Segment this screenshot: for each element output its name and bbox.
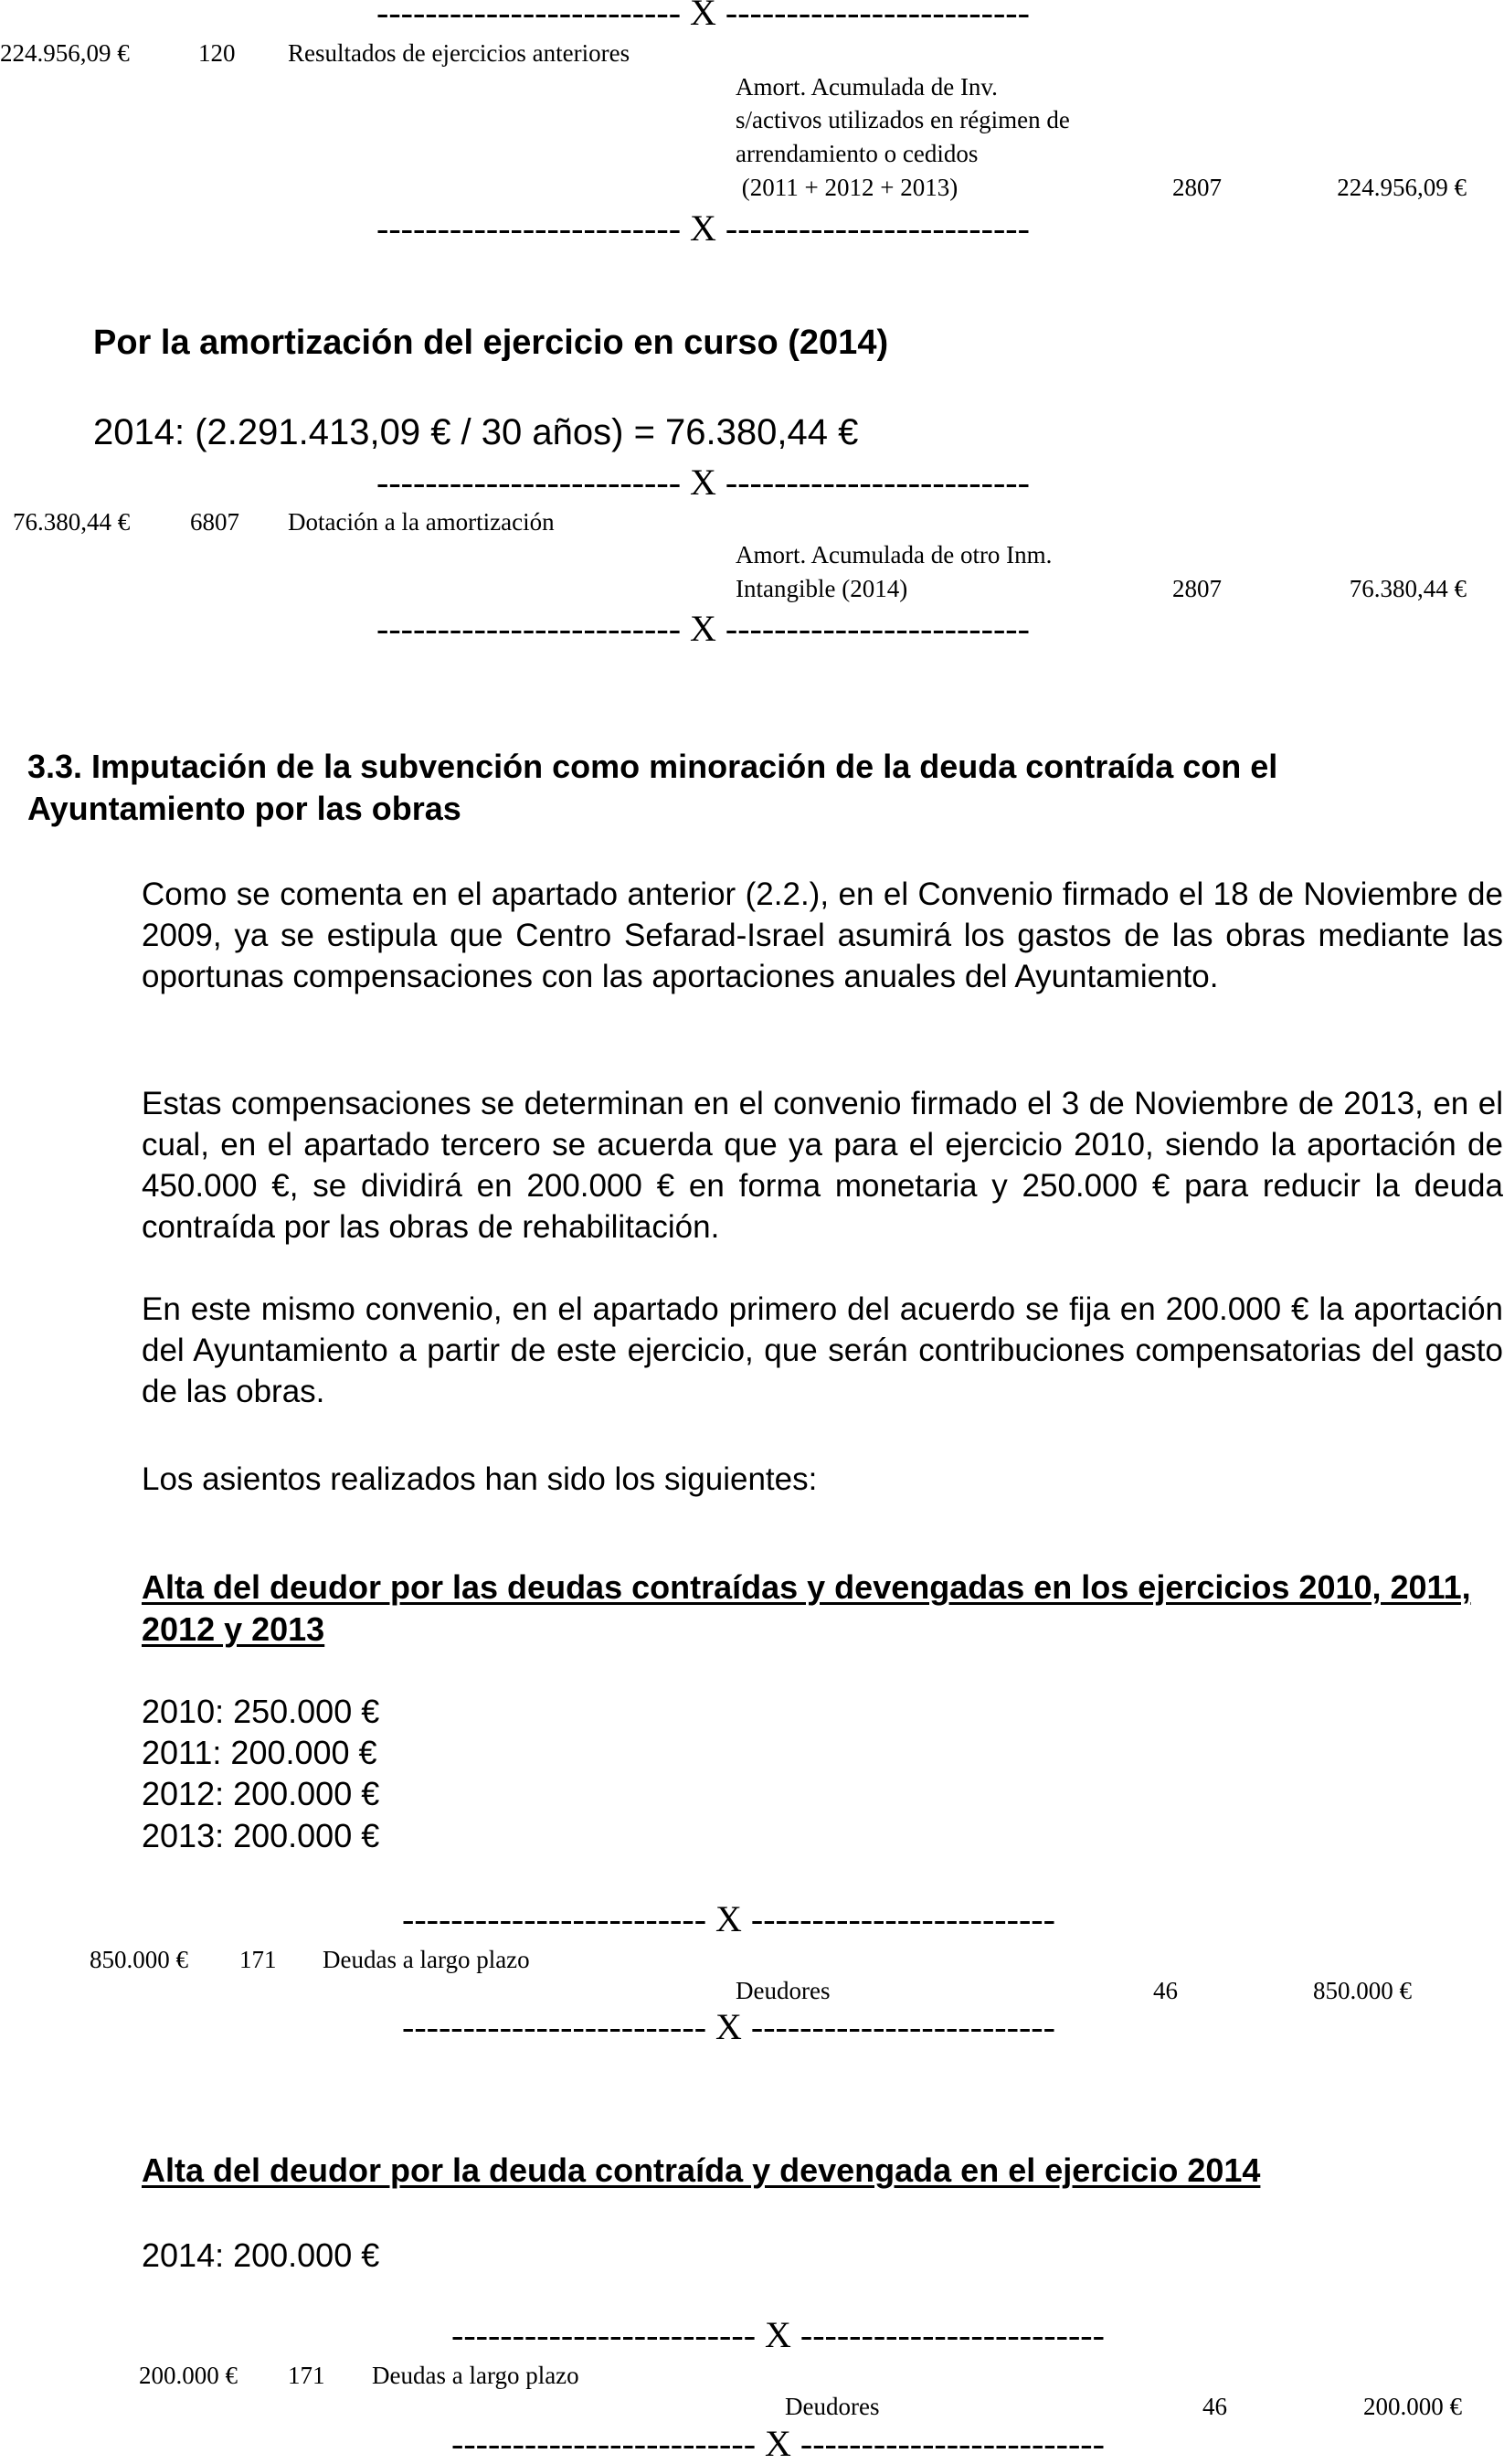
subsection-title: Alta del deudor por las deudas contraídas y devengadas en los ejercicios 2010, 2011, 2012 y 2013 <box>142 1568 1471 1648</box>
debit-amount: 200.000 € <box>139 2362 238 2389</box>
year-amount: 2012: 200.000 € <box>142 1775 380 1812</box>
debit-account-code: 120 <box>198 39 236 67</box>
debit-account-name: Dotación a la amortización <box>288 508 555 536</box>
credit-account-line: Amort. Acumulada de Inv. <box>736 73 998 101</box>
credit-account-line: Amort. Acumulada de otro Inm. <box>736 541 1053 568</box>
credit-amount: 224.956,09 € <box>1337 174 1467 201</box>
section-paragraph: Los asientos realizados han sido los siguientes: <box>142 1461 818 1497</box>
debit-account-code: 171 <box>239 1946 277 1973</box>
entry-separator: ------------------------- X ------------------------- <box>376 207 1030 249</box>
year-amount: 2011: 200.000 € <box>142 1734 377 1771</box>
amortization-formula: 2014: (2.291.413,09 € / 30 años) = 76.380,44 € <box>93 412 859 452</box>
credit-account-code: 2807 <box>1172 575 1222 602</box>
credit-account-line: Intangible (2014) <box>736 575 908 602</box>
entry-separator: ------------------------- X ------------------------- <box>402 1898 1055 1939</box>
debit-amount: 224.956,09 € <box>0 39 130 67</box>
debit-amount: 76.380,44 € <box>13 508 131 536</box>
debit-account-name: Resultados de ejercicios anteriores <box>288 39 630 67</box>
credit-account-line: arrendamiento o cedidos <box>736 140 979 167</box>
entry-separator: ------------------------- X ------------------------- <box>402 2006 1055 2047</box>
credit-account-name: Deudores <box>785 2393 880 2420</box>
year-amount: 2013: 200.000 € <box>142 1817 380 1854</box>
debit-account-code: 171 <box>288 2362 325 2389</box>
amortization-heading: Por la amortización del ejercicio en curso (2014) <box>93 324 889 362</box>
year-amount: 2014: 200.000 € <box>142 2236 380 2274</box>
entry-separator: ------------------------- X ------------------------- <box>376 608 1030 649</box>
credit-account-line: (2011 + 2012 + 2013) <box>736 174 959 201</box>
debit-amount: 850.000 € <box>90 1946 188 1973</box>
entry-separator: ------------------------- X ------------------------- <box>451 2423 1105 2464</box>
credit-account-code: 46 <box>1153 1977 1178 2004</box>
year-amount: 2010: 250.000 € <box>142 1693 380 1730</box>
entry-separator: ------------------------- X ------------------------- <box>376 462 1030 503</box>
section-paragraph: Como se comenta en el apartado anterior (2.2.), en el Convenio firmado el 18 de Noviembre de 2009, ya se estipula que Centro Sefarad-Israel asumirá los gastos de las obras mediante las oportunas compensaciones con las aportaciones anuales del Ayuntamiento. <box>142 876 1503 994</box>
credit-amount: 76.380,44 € <box>1349 575 1467 602</box>
credit-amount: 850.000 € <box>1313 1977 1412 2004</box>
credit-amount: 200.000 € <box>1363 2393 1462 2420</box>
entry-separator: ------------------------- X ------------------------- <box>451 2314 1105 2355</box>
entry-separator: ------------------------- X ------------------------- <box>376 0 1030 33</box>
subsection-title: Alta del deudor por la deuda contraída y devengada en el ejercicio 2014 <box>142 2151 1261 2189</box>
debit-account-name: Deudas a largo plazo <box>323 1946 530 1973</box>
debit-account-name: Deudas a largo plazo <box>372 2362 579 2389</box>
debit-account-code: 6807 <box>190 508 239 536</box>
section-paragraph: Estas compensaciones se determinan en el convenio firmado el 3 de Noviembre de 2013, en el cual, en el apartado tercero se acuerda que ya para el ejercicio 2010, siendo la aportación de 450.000 €, se dividirá en 200.000 € en forma monetaria y 250.000 € para reducir la deuda contraída por las obras de rehabilitación. <box>142 1086 1503 1245</box>
section-title: 3.3. Imputación de la subvención como minoración de la deuda contraída con el Ayuntamiento por las obras <box>27 748 1278 827</box>
credit-account-name: Deudores <box>736 1977 831 2004</box>
credit-account-line: s/activos utilizados en régimen de <box>736 106 1070 133</box>
credit-account-code: 46 <box>1202 2393 1227 2420</box>
section-paragraph: En este mismo convenio, en el apartado primero del acuerdo se fija en 200.000 € la aportación del Ayuntamiento a partir de este ejercicio, que serán contribuciones compensatorias del gasto de las obras. <box>142 1291 1503 1409</box>
credit-account-code: 2807 <box>1172 174 1222 201</box>
